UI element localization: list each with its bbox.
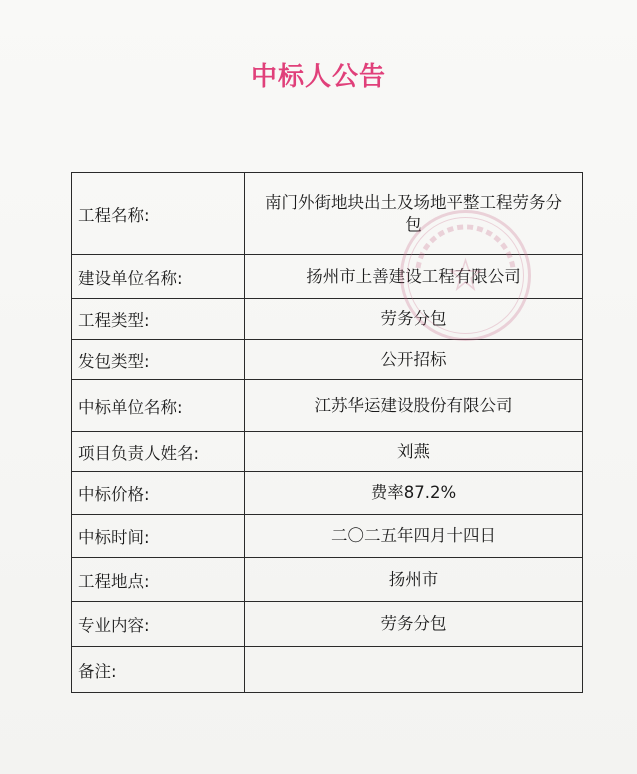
row-label-location: 工程地点: <box>72 558 245 602</box>
notice-table <box>71 172 583 693</box>
row-label-price: 中标价格: <box>72 472 245 515</box>
row-value-remarks <box>245 647 583 693</box>
row-value-builder: 扬州市上善建设工程有限公司 <box>245 255 583 299</box>
row-value-project-name: 南门外街地块出土及场地平整工程劳务分包 <box>245 173 583 255</box>
row-label-specialty: 专业内容: <box>72 602 245 647</box>
table-row <box>72 472 583 515</box>
table-row <box>72 647 583 693</box>
table-row <box>72 299 583 340</box>
table-row <box>72 558 583 602</box>
table-row <box>72 432 583 472</box>
table-row <box>72 255 583 299</box>
row-label-builder: 建设单位名称: <box>72 255 245 299</box>
page-title: 中标人公告 <box>250 62 386 92</box>
row-label-remarks: 备注: <box>72 647 245 693</box>
row-label-manager: 项目负责人姓名: <box>72 432 245 472</box>
row-label-project-name: 工程名称: <box>72 173 245 255</box>
table-row <box>72 515 583 558</box>
row-value-award-date: 二〇二五年四月十四日 <box>245 515 583 558</box>
row-value-winner: 江苏华运建设股份有限公司 <box>245 380 583 432</box>
row-label-award-date: 中标时间: <box>72 515 245 558</box>
table-row <box>72 173 583 255</box>
row-label-winner: 中标单位名称: <box>72 380 245 432</box>
table-row <box>72 602 583 647</box>
row-value-project-type: 劳务分包 <box>245 299 583 340</box>
row-value-price: 费率87.2% <box>245 472 583 515</box>
row-value-manager: 刘燕 <box>245 432 583 472</box>
row-label-contract-type: 发包类型: <box>72 340 245 380</box>
table-row <box>72 340 583 380</box>
row-value-specialty: 劳务分包 <box>245 602 583 647</box>
row-label-project-type: 工程类型: <box>72 299 245 340</box>
row-value-location: 扬州市 <box>245 558 583 602</box>
table-row <box>72 380 583 432</box>
row-value-contract-type: 公开招标 <box>245 340 583 380</box>
